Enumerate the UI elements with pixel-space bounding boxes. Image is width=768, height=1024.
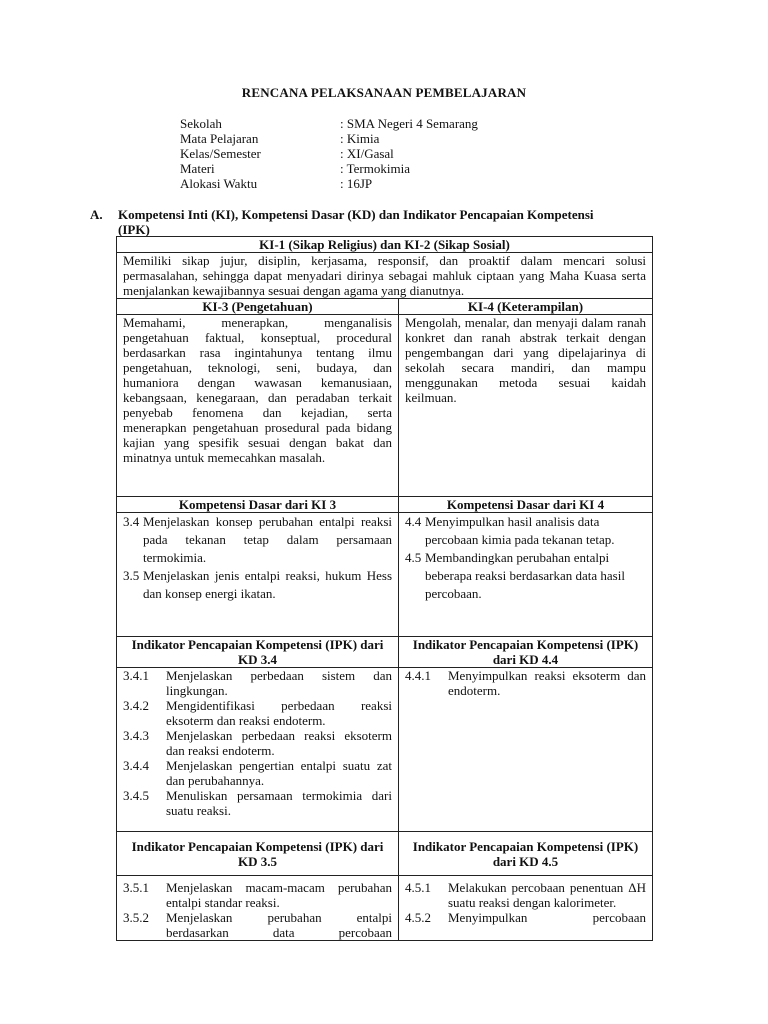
- list-item: [405, 513, 646, 549]
- section-title-line1: Kompetensi Inti (KI), Kompetensi Dasar (KD) dan Indikator Pencapaian Kompetensi: [118, 207, 594, 222]
- meta-row: [180, 116, 478, 131]
- meta-value: : Termokimia: [340, 161, 410, 176]
- ki3-header: KI-3 (Pengetahuan): [117, 299, 399, 315]
- ipk-number: 3.4.5: [123, 788, 149, 803]
- section-heading: [90, 207, 675, 237]
- list-item: [123, 758, 392, 788]
- meta-row: [180, 131, 478, 146]
- kd-text: Menjelaskan konsep perubahan entalpi reaksi pada tekanan tetap dalam persamaan termokimia.: [143, 514, 392, 565]
- ki12-header: KI-1 (Sikap Religius) dan KI-2 (Sikap Sosial): [117, 237, 653, 253]
- list-item: [123, 513, 392, 567]
- meta-value: : XI/Gasal: [340, 146, 394, 161]
- ipk34-header: Indikator Pencapaian Kompetensi (IPK) dari KD 3.4: [117, 637, 399, 668]
- list-item: [405, 880, 646, 910]
- kd-text: Menyimpulkan hasil analisis data percobaan kimia pada tekanan tetap.: [425, 514, 615, 547]
- kd-number: 4.5: [405, 550, 422, 565]
- ipk-text: Menuliskan persamaan termokimia dari suatu reaksi.: [166, 788, 392, 818]
- meta-label: Alokasi Waktu: [180, 176, 258, 191]
- ipk-number: 3.5.1: [123, 880, 149, 895]
- section-title-line2: (IPK): [118, 222, 150, 237]
- ipk-text: Menjelaskan pengertian entalpi suatu zat dan perubahannya.: [166, 758, 392, 788]
- ipk-text: Menjelaskan perbedaan sistem dan lingkungan.: [166, 668, 392, 698]
- meta-value: : Kimia: [340, 131, 380, 146]
- competency-table: [116, 236, 653, 941]
- list-item: [123, 567, 392, 603]
- kd4-cell: [399, 513, 653, 637]
- identity-block: [180, 116, 478, 191]
- ipk-text: Menjelaskan macam-macam perubahan entalpi standar reaksi.: [166, 880, 392, 910]
- list-item: [123, 698, 392, 728]
- list-item: [123, 910, 392, 940]
- meta-label: Sekolah: [180, 116, 222, 131]
- list-item: [123, 668, 392, 698]
- list-item: [405, 549, 646, 603]
- ipk-text: Mengidentifikasi perbedaan reaksi eksoterm dan reaksi endoterm.: [166, 698, 392, 728]
- meta-label: Kelas/Semester: [180, 146, 261, 161]
- kd-number: 3.5: [123, 568, 140, 583]
- kd-number: 4.4: [405, 514, 422, 529]
- meta-row: [180, 146, 478, 161]
- ipk35-header: Indikator Pencapaian Kompetensi (IPK) dari KD 3.5: [117, 832, 399, 876]
- ipk-number: 3.4.3: [123, 728, 149, 743]
- ipk-number: 4.5.2: [405, 910, 431, 925]
- meta-label: Materi: [180, 161, 215, 176]
- ipk34-cell: [117, 668, 399, 832]
- section-letter: A.: [90, 207, 103, 222]
- ipk-number: 3.4.2: [123, 698, 149, 713]
- ipk-text: Menjelaskan perubahan entalpi berdasarkan data percobaan: [166, 910, 392, 940]
- meta-value: : 16JP: [340, 176, 373, 191]
- ipk-number: 3.4.4: [123, 758, 149, 773]
- list-item: [123, 728, 392, 758]
- ipk-number: 3.4.1: [123, 668, 149, 683]
- kd3-cell: [117, 513, 399, 637]
- list-item: [405, 910, 646, 925]
- kd4-header: Kompetensi Dasar dari KI 4: [399, 497, 653, 513]
- ipk45-header: Indikator Pencapaian Kompetensi (IPK) dari KD 4.5: [399, 832, 653, 876]
- ipk-text: Menyimpulkan percobaan: [448, 910, 646, 925]
- ipk-text: Menjelaskan perbedaan reaksi eksoterm dan reaksi endoterm.: [166, 728, 392, 758]
- ki4-header: KI-4 (Keterampilan): [399, 299, 653, 315]
- ki3-text: Memahami, menerapkan, menganalisis pengetahuan faktual, konseptual, procedural berdasarkan rasa ingintahunya tentang ilmu pengetahuan, teknologi, seni, budaya, dan humaniora dengan wawasan kemanusiaan, kebangsaan, kenegaraan, dan peradaban terkait penyebab fenomena dan kejadian, serta menerapkan pengetahuan prosedural pada bidang kajian yang spesifik sesuai dengan bakat dan minatnya untuk memecahkan masalah.: [117, 315, 399, 497]
- list-item: [123, 880, 392, 910]
- kd-text: Membandingkan perubahan entalpi beberapa reaksi berdasarkan data hasil percobaan.: [425, 550, 625, 601]
- ipk44-cell: [399, 668, 653, 832]
- list-item: [405, 668, 646, 698]
- ipk-number: 4.5.1: [405, 880, 431, 895]
- ipk-text: Melakukan percobaan penentuan ΔH suatu reaksi dengan kalorimeter.: [448, 880, 646, 910]
- kd-text: Menjelaskan jenis entalpi reaksi, hukum Hess dan konsep energi ikatan.: [143, 568, 392, 601]
- list-item: [123, 788, 392, 818]
- meta-value: : SMA Negeri 4 Semarang: [340, 116, 478, 131]
- ipk45-cell: [399, 876, 653, 941]
- meta-label: Mata Pelajaran: [180, 131, 259, 146]
- ipk-text: Menyimpulkan reaksi eksoterm dan endoterm.: [448, 668, 646, 698]
- meta-row: [180, 176, 478, 191]
- ipk-number: 4.4.1: [405, 668, 431, 683]
- kd3-header: Kompetensi Dasar dari KI 3: [117, 497, 399, 513]
- ipk44-header: Indikator Pencapaian Kompetensi (IPK) dari KD 4.4: [399, 637, 653, 668]
- ipk-number: 3.5.2: [123, 910, 149, 925]
- kd-number: 3.4: [123, 514, 140, 529]
- ipk35-cell: [117, 876, 399, 941]
- document-title: RENCANA PELAKSANAAN PEMBELAJARAN: [241, 85, 527, 100]
- ki4-text: Mengolah, menalar, dan menyaji dalam ranah konkret dan ranah abstrak terkait dengan pengembangan dari yang dipelajarinya di sekolah secara mandiri, dan mampu menggunakan metoda sesuai kaidah keilmuan.: [399, 315, 653, 497]
- meta-row: [180, 161, 478, 176]
- ki12-text: Memiliki sikap jujur, disiplin, kerjasama, responsif, dan proaktif dalam mencari solusi permasalahan, sehingga dapat menyadari dirinya sebagai mahluk ciptaan yang Maha Kuasa serta menjalankan kewajibannya sesuai dengan agama yang dianutnya.: [117, 253, 653, 299]
